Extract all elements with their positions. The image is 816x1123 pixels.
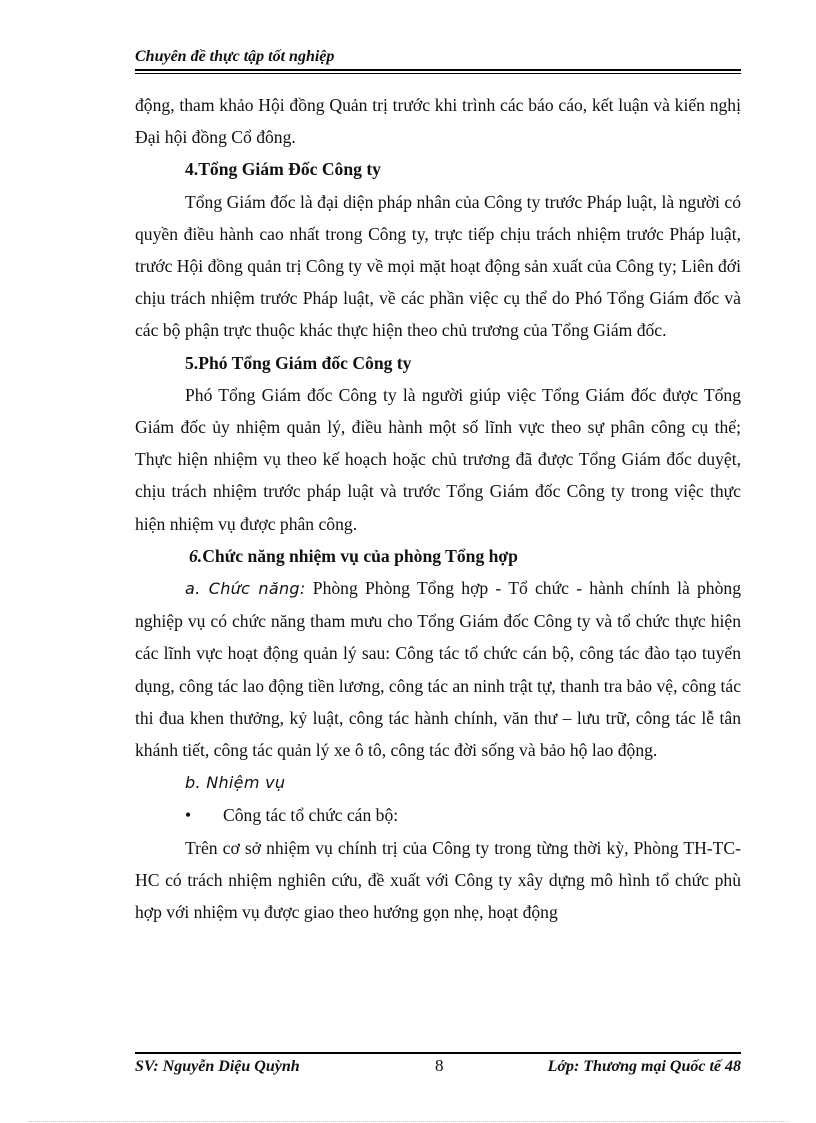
page-footer (135, 1052, 741, 1076)
bullet-icon: • (185, 805, 192, 826)
function-label: a. Chức năng: (185, 579, 306, 599)
paragraph-board-consult: động, tham khảo Hội đồng Quản trị trước khi trình các báo cáo, kết luận và kiến nghị Đại hội đồng Cổ đông. (135, 95, 741, 148)
document-body (135, 89, 741, 928)
paragraph-function (135, 572, 741, 766)
header-rule (135, 73, 741, 74)
function-text: Phòng Phòng Tổng hợp - Tổ chức - hành chính là phòng nghiệp vụ có chức năng tham mưu cho Tổng Giám đốc Công ty và tổ chức thực hiện các lĩnh vực hoạt động quản lý sau: Công tác tổ chức cán bộ, công tác đào tạo tuyển dụng, công tác lao động tiền lương, công tác an ninh trật tự, thanh tra bảo vệ, công tác thi đua khen thưởng, kỷ luật, công tác hành chính, văn thư – lưu trữ, công tác lễ tân khánh tiết, công tác quản lý xe ô tô, công tác đời sống và bảo hộ lao động. (135, 578, 741, 761)
paragraph-general-director: Tổng Giám đốc là đại diện pháp nhân của Công ty trước Pháp luật, là người có quyền điều hành cao nhất trong Công ty, trực tiếp chịu trách nhiệm trước Pháp luật, trước Hội đồng quản trị Công ty về mọi mặt hoạt động sản xuất của Công ty; Liên đới chịu trách nhiệm trước Pháp luật, về các phần việc cụ thể do Phó Tổng Giám đốc và các bộ phận trực thuộc khác thực hiện theo chủ trương của Tổng Giám đốc. (135, 191, 741, 341)
footer-student: SV: Nguyễn Diệu Quỳnh (135, 1058, 300, 1075)
duties-label: b. Nhiệm vụ (185, 773, 286, 793)
bullet-item (135, 799, 741, 831)
footer-class: Lớp: Thương mại Quốc tế 48 (547, 1058, 741, 1075)
paragraph-deputy-director: Phó Tổng Giám đốc Công ty là người giúp việc Tổng Giám đốc được Tổng Giám đốc ủy nhiệm quản lý, điều hành một số lĩnh vực theo sự phân công cụ thể; Thực hiện nhiệm vụ theo kế hoạch hoặc chủ trương đã được Tổng Giám đốc duyệt, chịu trách nhiệm trước pháp luật và trước Tổng Giám đốc Công ty trong việc thực hiện nhiệm vụ được phân công. (135, 384, 741, 534)
bullet-text: Công tác tổ chức cán bộ: (223, 805, 399, 826)
heading-text: Chức năng nhiệm vụ của phòng Tổng hợp (202, 545, 518, 566)
header-title: Chuyên đề thực tập tốt nghiệp (135, 48, 335, 65)
page-header (135, 48, 741, 71)
heading-general-director: 4.Tổng Giám Đốc Công ty (185, 159, 381, 180)
page-bottom-dotted-rule (28, 1121, 788, 1122)
heading-general-department (135, 540, 741, 572)
heading-deputy-director: 5.Phó Tổng Giám đốc Công ty (185, 352, 412, 373)
paragraph-organization: Trên cơ sở nhiệm vụ chính trị của Công ty trong từng thời kỳ, Phòng TH-TC-HC có trách nhiệm nghiên cứu, đề xuất với Công ty xây dựng mô hình tổ chức phù hợp với nhiệm vụ được giao theo hướng gọn nhẹ, hoạt động (135, 837, 741, 923)
heading-number: 6. (189, 545, 203, 566)
duties-label-row (135, 766, 741, 799)
page-number: 8 (435, 1056, 444, 1075)
